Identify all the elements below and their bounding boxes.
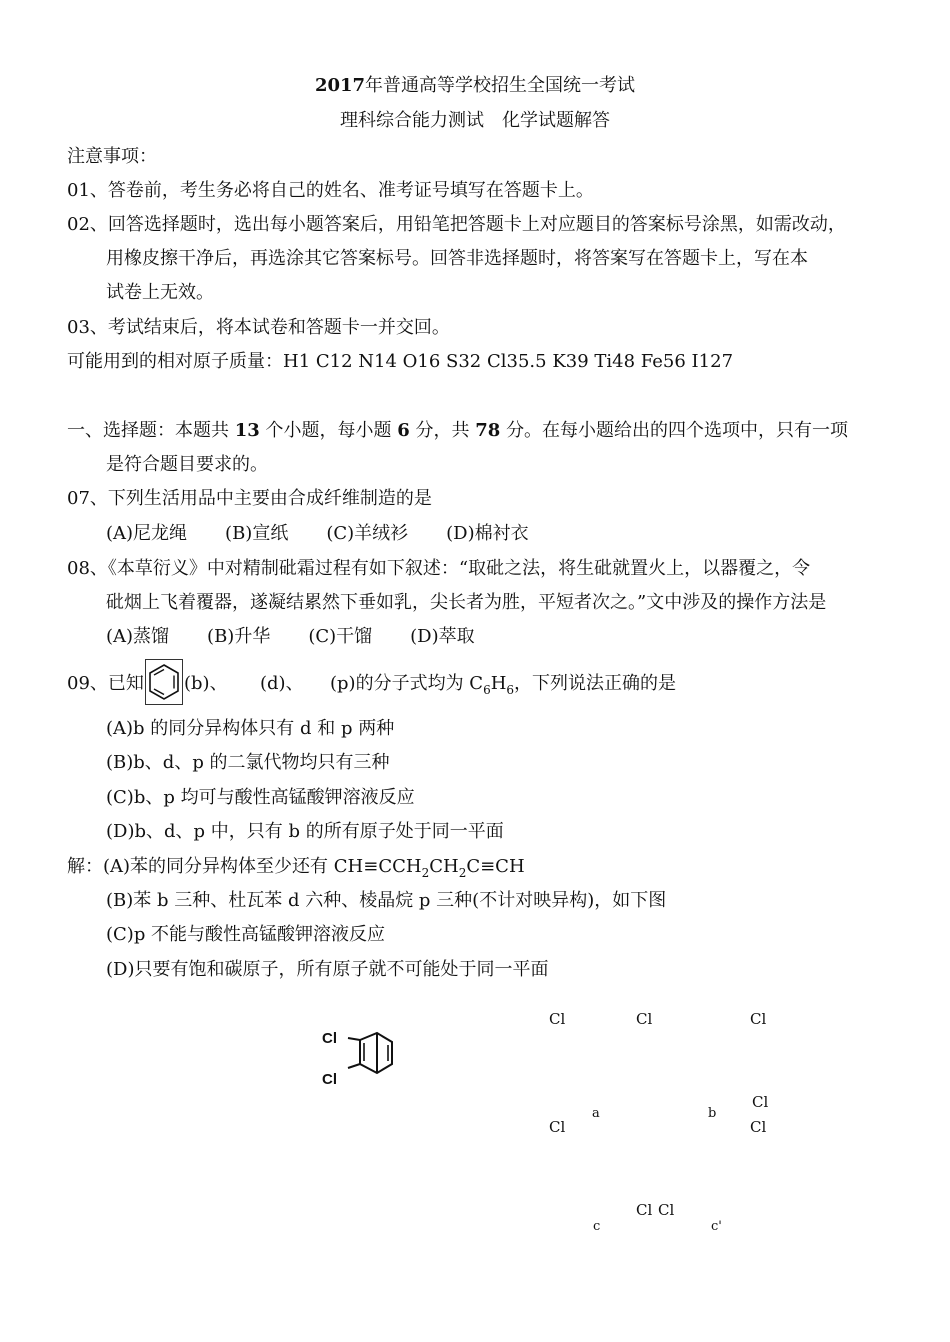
q08-option-c: (C)干馏 [308,626,373,647]
q08-options [106,625,513,649]
q07-option-d: (D)棉衬衣 [446,523,529,544]
fig-cl-8: Cl [658,1201,675,1219]
question-count: 13 [234,420,260,441]
solution-a: 解：(A)苯的同分异构体至少还有 $CH\equiv CCH_2CH_2C\equiv CH$ [67,856,525,880]
title-year: 2017 [314,75,366,96]
q08-line1: 08、《本草衍义》中对精制砒霜过程有如下叙述：“取砒之法，将生砒就置火上，以器覆之，令 [67,558,811,579]
mol-cl-top: Cl [322,1030,337,1047]
q08-option-b: (B)升华 [207,626,271,647]
solution-d: (D)只要有饱和碳原子，所有原子就不可能处于同一平面 [106,959,549,980]
q09-option-a: (A)b 的同分异构体只有 d 和 p 两种 [106,718,395,739]
q09-formula-line: (p)的分子式均为 $C_6H_6$，下列说法正确的是 [330,673,677,697]
q07-stem: 07、下列生活用品中主要由合成纤维制造的是 [67,488,432,509]
page-subtitle: 理科综合能力测试 化学试题解答 [340,110,610,131]
note-01: 01、答卷前，考生务必将自己的姓名、准考证号填写在答题卡上。 [67,180,594,201]
q07-option-a: (A)尼龙绳 [106,523,188,544]
q07-option-b: (B)宣纸 [225,523,289,544]
fig-cl-5: Cl [549,1118,566,1136]
note-03: 03、考试结束后，将本试卷和答题卡一并交回。 [67,317,450,338]
note-02-line3: 试卷上无效。 [106,282,214,303]
q09-b-label: (b)、 [184,673,228,694]
section1-line1: 一、选择题：本题共 13 个小题，每小题 6 分，共 78 分。在每小题给出的四个选项中，只有一项 [67,420,849,441]
total-points: 78 [475,420,501,441]
points-per-question: 6 [397,420,410,441]
fig-label-c-prime: c' [711,1219,722,1234]
fig-cl-4: Cl [752,1093,769,1111]
title-text: 年普通高等学校招生全国统一考试 [365,75,636,96]
q07-option-c: (C)羊绒衫 [326,523,409,544]
fig-cl-3: Cl [750,1010,767,1028]
solution-c: (C)p 不能与酸性高锰酸钾溶液反应 [106,924,386,945]
fig-cl-7: Cl [636,1201,653,1219]
q09-prefix: 09、已知 [67,673,144,694]
q09-d-label: (d)、 [260,673,304,694]
section1-line2: 是符合题目要求的。 [106,454,268,475]
fig-cl-2: Cl [636,1010,653,1028]
q09-option-d: (D)b、d、p 中，只有 b 的所有原子处于同一平面 [106,821,504,842]
note-02-line2: 用橡皮擦干净后，再选涂其它答案标号。回答非选择题时，将答案写在答题卡上，写在本 [106,248,808,269]
fig-label-c: c [593,1219,601,1234]
note-02-line1: 02、回答选择题时，选出每小题答案后，用铅笔把答题卡上对应题目的答案标号涂黑，如需改动， [67,214,846,235]
q08-option-d: (D)萃取 [410,626,475,647]
notes-heading: 注意事项： [67,146,157,167]
q07-options [106,522,567,546]
fig-label-a: a [592,1106,600,1121]
fig-cl-6: Cl [750,1118,767,1136]
q08-option-a: (A)蒸馏 [106,626,170,647]
fig-cl-1: Cl [549,1010,566,1028]
benzene-structure-icon [145,659,183,705]
q08-line2: 砒烟上飞着覆器，遂凝结累然下垂如乳，尖长者为胜，平短者次之。”文中涉及的操作方法是 [106,592,827,613]
q09-option-c: (C)b、p 均可与酸性高锰酸钾溶液反应 [106,787,415,808]
fig-label-b: b [708,1106,717,1121]
q09-option-b: (B)b、d、p 的二氯代物均只有三种 [106,752,390,773]
dichloro-structure [318,1024,408,1094]
atomic-mass-line: 可能用到的相对原子质量：H1 C12 N14 O16 S32 Cl35.5 K39 Ti48 Fe56 I127 [67,351,734,372]
page-title [0,74,950,98]
mol-cl-bottom: Cl [322,1071,337,1088]
solution-b: (B)苯 b 三种、杜瓦苯 d 六种、棱晶烷 p 三种(不计对映异构)，如下图 [106,890,667,911]
